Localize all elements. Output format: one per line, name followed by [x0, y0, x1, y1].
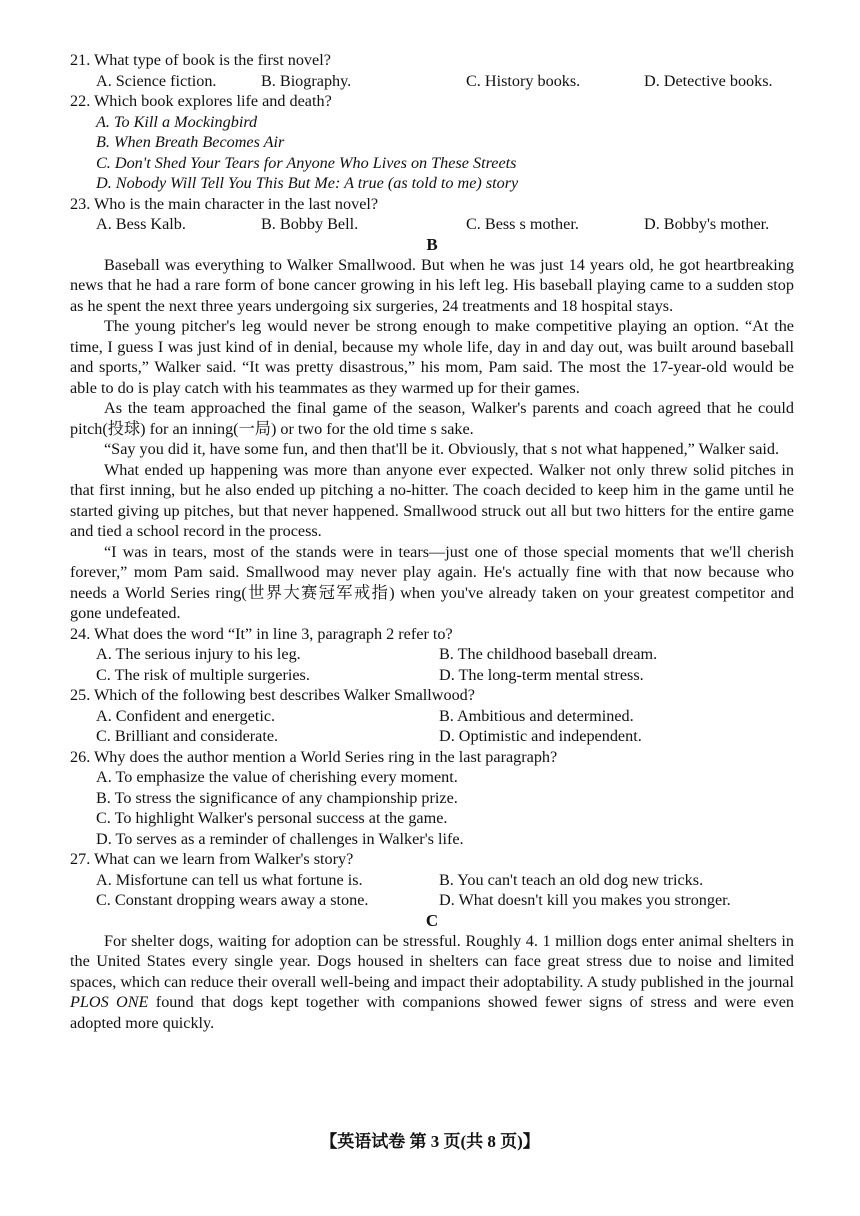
question-27-options-row-2 [70, 890, 794, 911]
option-26-d: D. To serves as a reminder of challenges in Walker's life. [96, 829, 464, 848]
section-b-heading: B [426, 234, 438, 254]
question-23-stem: 23. Who is the main character in the last novel? [70, 194, 379, 213]
option-22-b: B. When Breath Becomes Air [96, 133, 285, 151]
question-25-options-row-1 [70, 706, 794, 727]
journal-title: PLOS ONE [70, 993, 149, 1011]
option-26-c: C. To highlight Walker's personal success at the game. [96, 809, 448, 827]
option-24-a: A. The serious injury to his leg. [96, 645, 301, 663]
section-c-heading: C [425, 910, 439, 930]
option-21-b: B. Biography. [261, 71, 352, 90]
option-24-b: B. The childhood baseball dream. [439, 645, 658, 663]
option-21-d: D. Detective books. [644, 71, 773, 90]
question-23-options [70, 214, 794, 235]
option-24-d: D. The long-term mental stress. [439, 665, 644, 684]
exam-page [70, 50, 794, 1033]
question-27-stem: 27. What can we learn from Walker's story? [70, 850, 354, 868]
option-25-d: D. Optimistic and independent. [439, 727, 642, 745]
passage-c-paragraph-1: For shelter dogs, waiting for adoption can be stressful. Roughly 4. 1 million dogs enter animal shelters in the United States every single year. Dogs housed in shelters can face great stress due to noise and limited spaces, which can reduce their overall well-being and impact their adoptability. A study published in the journal PLOS ONE found that dogs kept together with companions showed fewer signs of stress and were even adopted more quickly. [70, 931, 794, 1032]
option-27-a: A. Misfortune can tell us what fortune is. [96, 870, 363, 889]
passage-b-paragraph-2: The young pitcher's leg would never be strong enough to make competitive playing an option. “At the time, I guess I was just kind of in denial, because my whole life, day in and day out, was built around baseball and sports,” Walker said. “It was pretty disastrous,” his mom, Pam said. The most the 17-year-old would be able to do is play catch with his teammates as they warmed up for their games. [70, 317, 794, 397]
option-23-a: A. Bess Kalb. [96, 215, 186, 233]
question-24-options-row-2 [70, 665, 794, 686]
page-footer: 【英语试卷 第 3 页(共 8 页)】 [320, 1132, 540, 1151]
option-24-c: C. The risk of multiple surgeries. [96, 665, 310, 684]
question-22-stem: 22. Which book explores life and death? [70, 92, 332, 110]
option-21-a: A. Science fiction. [96, 71, 217, 90]
option-26-b: B. To stress the significance of any championship prize. [96, 788, 458, 807]
option-22-a: A. To Kill a Mockingbird [96, 112, 258, 131]
option-27-b: B. You can't teach an old dog new tricks. [439, 870, 704, 889]
option-25-c: C. Brilliant and considerate. [96, 727, 279, 745]
option-26-a: A. To emphasize the value of cherishing every moment. [96, 768, 458, 786]
option-27-d: D. What doesn't kill you makes you stronger. [439, 891, 731, 909]
option-22-d: D. Nobody Will Tell You This But Me: A true (as told to me) story [96, 174, 519, 192]
question-27-options-row-1 [70, 870, 794, 891]
option-25-b: B. Ambitious and determined. [439, 706, 634, 725]
passage-b-paragraph-4: “Say you did it, have some fun, and then that'll be it. Obviously, that s not what happened,” Walker said. [104, 440, 780, 458]
question-26-stem: 26. Why does the author mention a World Series ring in the last paragraph? [70, 747, 558, 766]
option-27-c: C. Constant dropping wears away a stone. [96, 891, 369, 909]
option-23-c: C. Bess s mother. [466, 215, 579, 233]
question-24-options-row-1 [70, 644, 794, 665]
option-23-b: B. Bobby Bell. [261, 215, 359, 233]
question-21-options [70, 71, 794, 92]
option-21-c: C. History books. [466, 71, 581, 90]
question-25-stem: 25. Which of the following best describes Walker Smallwood? [70, 686, 475, 704]
option-25-a: A. Confident and energetic. [96, 706, 276, 725]
passage-b-paragraph-1: Baseball was everything to Walker Smallwood. But when he was just 14 years old, he got heartbreaking news that he had a rare form of bone cancer growing in his left leg. His baseball playing came to a sudden stop as he spent the next three years undergoing six surgeries, 24 treatments and 18 hospital stays. [70, 255, 794, 315]
question-25-options-row-2 [70, 726, 794, 747]
passage-b-paragraph-6: “I was in tears, most of the stands were in tears—just one of those special moments that we'll cherish forever,” mom Pam said. Smallwood may never play again. He's actually fine with that now because who needs a World Series ring(世界大赛冠军戒指) when you've already taken on your greatest competitor and gone undefeated. [70, 542, 794, 622]
passage-b-paragraph-5: What ended up happening was more than anyone ever expected. Walker not only threw solid pitches in that first inning, but he also ended up pitching a no-hitter. The coach decided to keep him in the game until he started giving up pitches, but that never happened. Smallwood struck out all but two hitters for the entire game and tied a school record in the process. [70, 460, 794, 540]
passage-b-paragraph-3: As the team approached the final game of the season, Walker's parents and coach agreed that he could pitch(投球) for an inning(一局) or two for the old time s sake. [70, 399, 794, 438]
question-24-stem: 24. What does the word “It” in line 3, paragraph 2 refer to? [70, 624, 453, 643]
option-23-d: D. Bobby's mother. [644, 215, 770, 233]
question-21-stem: 21. What type of book is the first novel? [70, 51, 331, 69]
option-22-c: C. Don't Shed Your Tears for Anyone Who Lives on These Streets [96, 153, 517, 172]
